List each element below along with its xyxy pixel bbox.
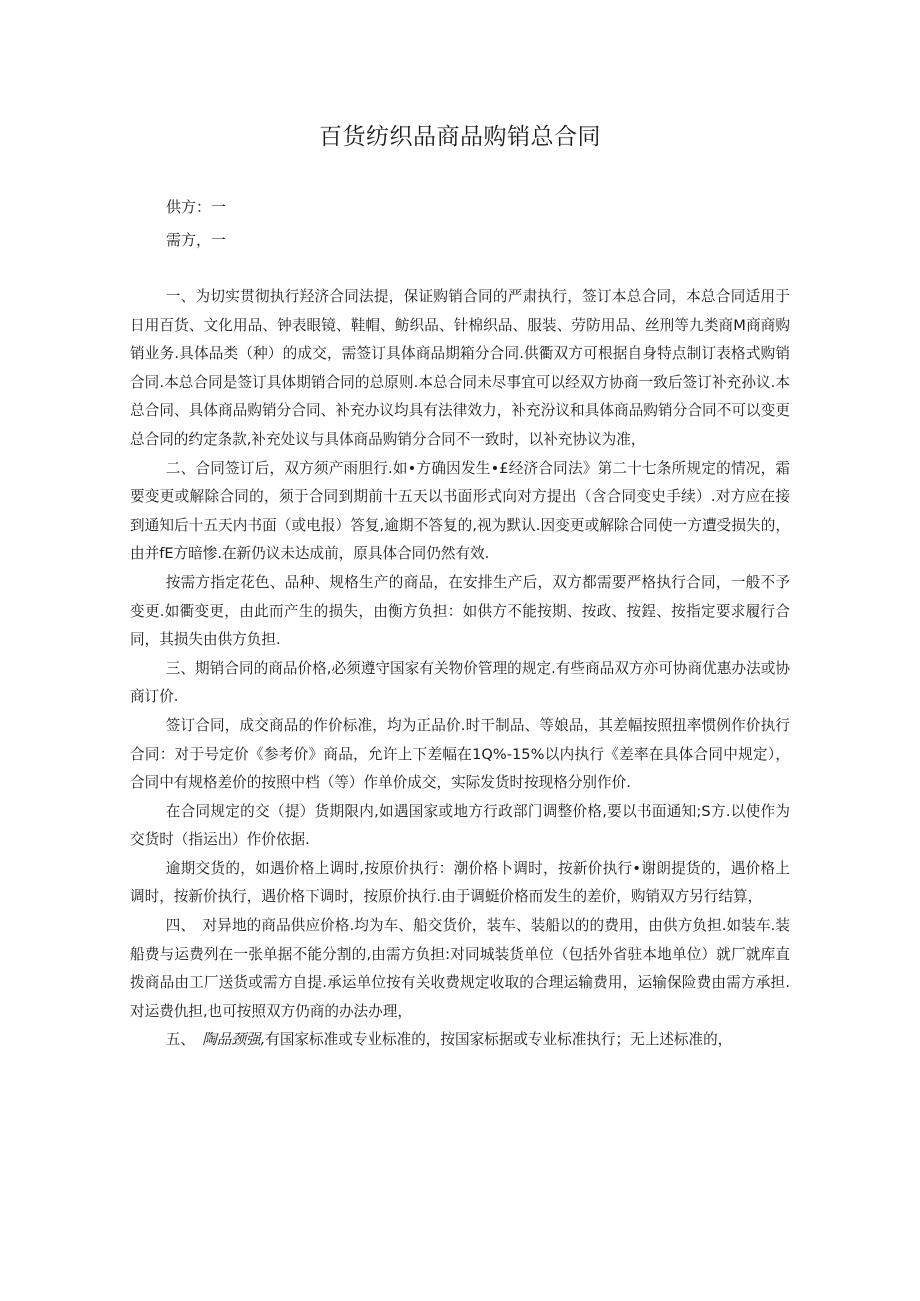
clause-5 [130, 1026, 790, 1055]
supplier-line: 供方：一 [166, 198, 227, 216]
clause-3-price-adjustment: 在合同规定的交（提）货期限内,如遇国家或地方行政部门调整价格,要以书面通知;S方.以使作为交货时（指运出）作价依据. [130, 802, 790, 849]
buyer-line: 需方，一 [166, 231, 227, 249]
clause-5-text: 有国家标准或专业标准的，按国家标据或专业标准执行；无上述标准的， [265, 1031, 733, 1049]
clause-1: 一、为切实贯彻执行羟济合同法提，保证购销合同的严肃执行，签订本总合同，本总合同适用于日用百货、文化用品、钟表眼镜、鞋帽、鲂织品、针棉织品、服装、劳防用品、丝刑等九类商M商商购销业务.具体品类（种）的成交，需签订具体商品期箱分合同.供衢双方可根据自身特点制订表格式购销合同.本总合同是签订具体期销合同的总原则.本总合同未尽事宜可以经双方协商一致后签订补充孙议.本总合同、具体商品购销分合同、补充办议均具有法律效力，补充汾议和具体商品购销分合同不可以变更总合同的约定条款,补充处议与具体商品购销分合同不一致时，以补充协议为准， [130, 288, 790, 448]
clause-2: 二、合同签订后，双方须产雨胆行.如•方确因发生•£经济合同法》第二十七条所规定的情况，霜要变更或解除合同的，须于合同到期前十五天以书面形式向对方提出（含合同变史手续）.对方应在接到通知后十五天内书面（或电报）答复,逾期不答复的,视为默认.因变更或解除合同使一方遭受损失的，由并fE方暗惨.在新仍议未达成前，原具体合同仍然有效. [130, 459, 790, 563]
clause-4: 四、 对异地的商品供应价格.均为车、船交货价，装车、装船以的的费用，由供方负担.如装车.装船费与运费列在一张单据不能分割的,由需方负担:对同城装货单位（包括外省驻本地单位）就厂就库直拨商品由工厂送货或需方自提.承运单位按有关收费规定收取的合理运输费用，运输保险费由需方承担.对运费仇担,也可按照双方仍商的办法办理， [130, 917, 790, 1020]
clause-5-heading: 陶品颈强, [202, 1031, 266, 1049]
clause-3: 三、期销合同的商品价格,必须遵守国家有关物价管理的规定.有些商品双方亦可协商优惠办法或协商订价. [130, 659, 790, 706]
contract-title: 百货纺织品商品购销总合同 [319, 124, 601, 150]
contract-body [130, 283, 790, 1055]
clause-3-late-delivery: 逾期交货的，如遇价格上调时,按原价执行：潮价格卜调时，按新价执行•谢朗提货的，遇价格上调时，按新价执行，遇价格下调时，按原价执行.由于调蜓价格而发生的差价，购销双方另行结算， [130, 859, 790, 906]
clause-2-custom-goods: 按需方指定花色、品种、规格生产的商品，在安排生产后，双方都需要严格执行合同，一般不予变更.如衢变更，由此而产生的损失，由衡方负担：如供方不能按期、按政、按鋥、按指定要求履行合同，其损失由供方负担. [130, 573, 790, 649]
clause-3-pricing-standard: 签订合同，成交商品的作价标准，均为正品价.时干制品、等娘品，其差幅按照扭率惯例作价执行合同：对于号定价《参考价》商品，允许上下差幅在1Q%-15%以内执行《差率在具体合同中规定），合同中有规格差价的按照中档（等）作单价成交，实际发货时按现格分别作价. [130, 716, 790, 792]
clause-5-lead: 五、 [165, 1031, 203, 1049]
